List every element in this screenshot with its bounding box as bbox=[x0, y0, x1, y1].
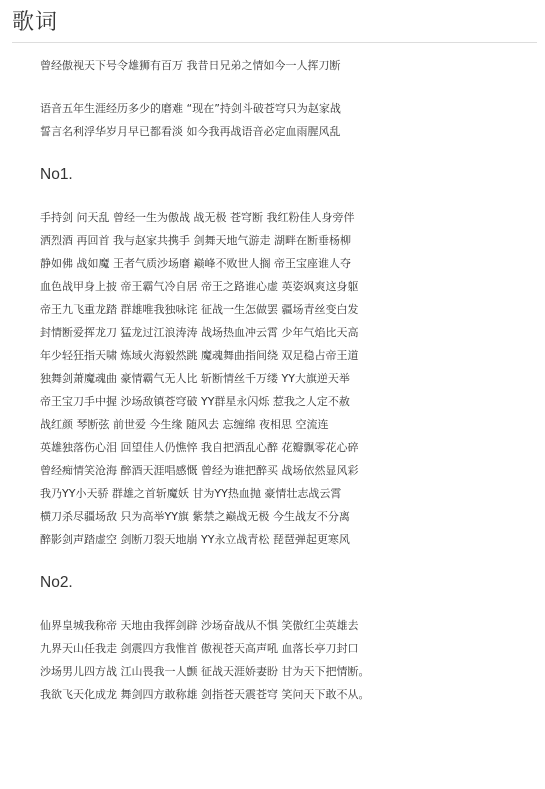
lyric-line: 帝王宝刀手中握 沙场敌镇苍穹破 YY群星永闪烁 惹我之人定不赦 bbox=[40, 395, 350, 408]
lyrics-content bbox=[40, 54, 540, 706]
page-title: 歌词 bbox=[12, 10, 59, 35]
lyric-line: 仙界皇城我称帝 天地由我挥剑辟 沙场奋战从不惧 笑傲红尘英雄去 bbox=[40, 619, 359, 632]
lyric-line: 沙场男儿四方战 江山畏我一人颤 征战天涯娇妻盼 甘为天下把情断。 bbox=[40, 665, 370, 678]
lyric-line: 语音五年生涯经历多少的磨难 “现在”持剑斗破苍穹只为赵家战 bbox=[40, 102, 341, 115]
lyric-line: 帝王九飞重龙踏 群雄唯我独咏诧 征战一生怎做罢 疆场青丝变白发 bbox=[40, 303, 359, 316]
lyric-line: 洒烈酒 再回首 我与赵家共携手 剑舞天地气游走 湖畔在断垂杨柳 bbox=[40, 234, 351, 247]
lyric-line: 横刀杀尽疆场敌 只为高举YY旗 紫禁之巅战无极 今生战友不分离 bbox=[40, 510, 350, 523]
lyric-line: 手持剑 问天乱 曾经一生为傲战 战无极 苍穹断 我红粉佳人身旁伴 bbox=[40, 211, 355, 224]
lyric-line: 血色战甲身上披 帝王霸气冷自居 帝王之路谁心虚 英姿飒爽这身躯 bbox=[40, 280, 359, 293]
lyric-line: 九界天山任我走 剑震四方我惟首 傲视苍天高声吼 血落长亭刀封口 bbox=[40, 642, 359, 655]
lyric-line: 誓言名利浮华岁月早已都看淡 如今我再战语音必定血雨腥风乱 bbox=[40, 125, 341, 138]
lyric-line: 年少轻狂指天啸 炼域火海毅然跳 魔魂舞曲指间绕 双足稳占帝王道 bbox=[40, 349, 359, 362]
lyric-line: 静如佛 战如魔 王者气质沙场磨 巅峰不败世人搁 帝王宝座谁人夺 bbox=[40, 257, 351, 270]
header-divider bbox=[12, 42, 537, 43]
section-label-no2: No2. bbox=[40, 574, 73, 591]
lyric-line: 醉影剑声踏虚空 剑断刀裂天地崩 YY永立战青松 琵琶弹起更寒风 bbox=[40, 533, 350, 546]
lyric-line: 封情断爱挥龙刀 猛龙过江浪涛涛 战场热血冲云霄 少年气焰比天高 bbox=[40, 326, 359, 339]
section-label-no1: No1. bbox=[40, 166, 73, 183]
lyric-line: 我欲飞天化成龙 舞剑四方敢称雄 剑指苍天震苍穹 笑问天下敢不从。 bbox=[40, 688, 370, 701]
lyric-line: 曾经痴情笑沧海 醉酒天涯唱感慨 曾经为谁把醉买 战场依然显风彩 bbox=[40, 464, 359, 477]
lyric-line: 我乃YY小天骄 群雄之首斩魔妖 甘为YY热血抛 豪情壮志战云霄 bbox=[40, 487, 342, 500]
lyric-line: 独舞剑萧魔魂曲 豪情霸气无人比 斩断情丝千万缕 YY大旗逆天举 bbox=[40, 372, 350, 385]
lyric-line: 英雄独落伤心泪 回望佳人仍憔悴 我自把酒乱心醉 花瓣飘零花心碎 bbox=[40, 441, 359, 454]
intro-paragraph-1 bbox=[40, 54, 540, 77]
section1-verse bbox=[40, 206, 540, 551]
lyric-line: 战红颜 琴断弦 前世爱 今生缘 随风去 忘缠绵 夜相思 空流连 bbox=[40, 418, 329, 431]
section2-verse bbox=[40, 614, 540, 706]
intro-paragraph-2 bbox=[40, 97, 540, 143]
lyric-line: 曾经傲视天下号令雄狮有百万 我昔日兄弟之情如今一人挥刀断 bbox=[40, 59, 341, 72]
